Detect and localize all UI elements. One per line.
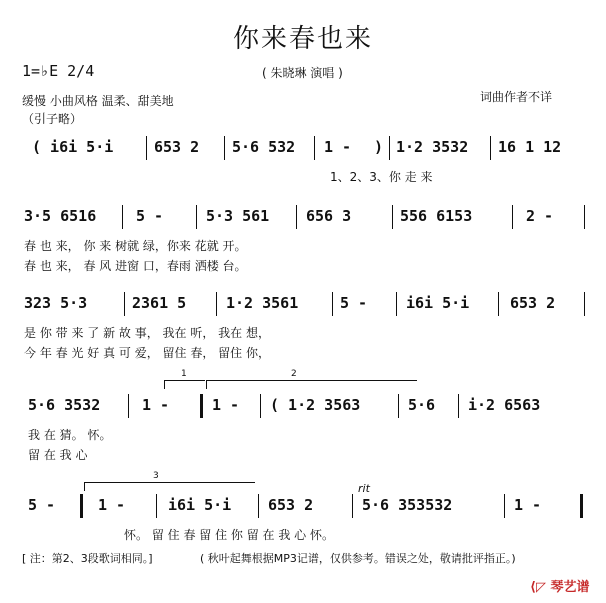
volta-bracket-1: 1	[164, 380, 205, 389]
measure: i6i 5·i	[168, 496, 232, 514]
ritardando-mark: rit	[358, 482, 370, 495]
logo-text: 琴艺谱	[550, 580, 590, 595]
staff-row-3	[14, 292, 586, 362]
lyrics-line-1: 是 你 带 来 了 新 故 事， 我在 听， 我在 想，	[24, 326, 270, 340]
measure: 1·2 3532	[396, 138, 469, 156]
measure: ( 1·2 3563	[270, 396, 361, 414]
measure: 5·6	[408, 396, 436, 414]
measure: 16 1 12	[498, 138, 562, 156]
measure: 1 -	[212, 396, 240, 414]
lyrics-line-1: 我 在 猜。 怀。	[28, 428, 112, 442]
measure: 1 -	[514, 496, 542, 514]
staff-row-4	[14, 369, 586, 464]
measure: i·2 6563	[468, 396, 541, 414]
measure: 1 -	[324, 138, 352, 156]
measure: 5 -	[28, 496, 56, 514]
measure: 653 2	[510, 294, 556, 312]
volta-bracket-2: 2	[206, 380, 417, 389]
measure: )	[374, 138, 384, 156]
measure: 653 2	[268, 496, 314, 514]
measure: 5·6 532	[232, 138, 296, 156]
lyrics-line-2: 春 也 来， 春 风 进窗 口，春雨 洒楼 台。	[24, 259, 247, 273]
singer-credit: ( 朱晓琳 演唱 )	[262, 66, 343, 80]
logo-icon: ⟨◸	[530, 580, 546, 595]
measure: 323 5·3	[24, 294, 88, 312]
footnote-transcriber: ( 秋叶起舞根据MP3记谱，仅供参考。错误之处，敬请批评指正。)	[200, 552, 516, 565]
measure: 5·6 3532	[28, 396, 101, 414]
volta-bracket-3: 3	[84, 482, 255, 491]
footnote-lyrics: [ 注：第2、3段歌词相同。]	[22, 552, 153, 565]
measure: 5 -	[136, 207, 164, 225]
lyrics-line-2: 留 在 我 心	[28, 448, 88, 462]
measure: i6i 5·i	[406, 294, 470, 312]
measure: ( i6i 5·i	[32, 138, 114, 156]
measure: 653 2	[154, 138, 200, 156]
measure: 5·6 353532	[362, 496, 453, 514]
lyrics-line-1: 春 也 来， 你 来 树就 绿，你来 花就 开。	[24, 239, 247, 253]
author-credit: 词曲作者不详	[480, 90, 553, 104]
measure: 556 6153	[400, 207, 473, 225]
measure: 1 -	[142, 396, 170, 414]
intro-note: （引子略）	[22, 112, 83, 126]
tempo-marking: 缓慢 小曲风格 温柔、甜美地	[22, 94, 174, 108]
lyrics-line-1: 怀。 留 住 春 留 住 你 留 在 我 心 怀。	[124, 528, 334, 542]
song-title: 你来春也来	[232, 24, 373, 54]
measure: 656 3	[306, 207, 352, 225]
staff-row-2	[14, 205, 586, 275]
key-signature: 1=♭E 2/4	[22, 62, 95, 80]
staff-row-5	[14, 471, 586, 548]
measure: 2 -	[526, 207, 554, 225]
measure: 3·5 6516	[24, 207, 97, 225]
measure: 5 -	[340, 294, 368, 312]
measure: 5·3 561	[206, 207, 270, 225]
lyrics-line-1: 1、2、3、你 走 来	[330, 170, 433, 184]
site-logo	[530, 576, 590, 595]
lyrics-line-2: 今 年 春 光 好 真 可 爱， 留住 春， 留住 你，	[24, 346, 270, 360]
measure: 1 -	[98, 496, 126, 514]
staff-row-1	[14, 136, 586, 186]
measure: 2361 5	[132, 294, 187, 312]
measure: 1·2 3561	[226, 294, 299, 312]
